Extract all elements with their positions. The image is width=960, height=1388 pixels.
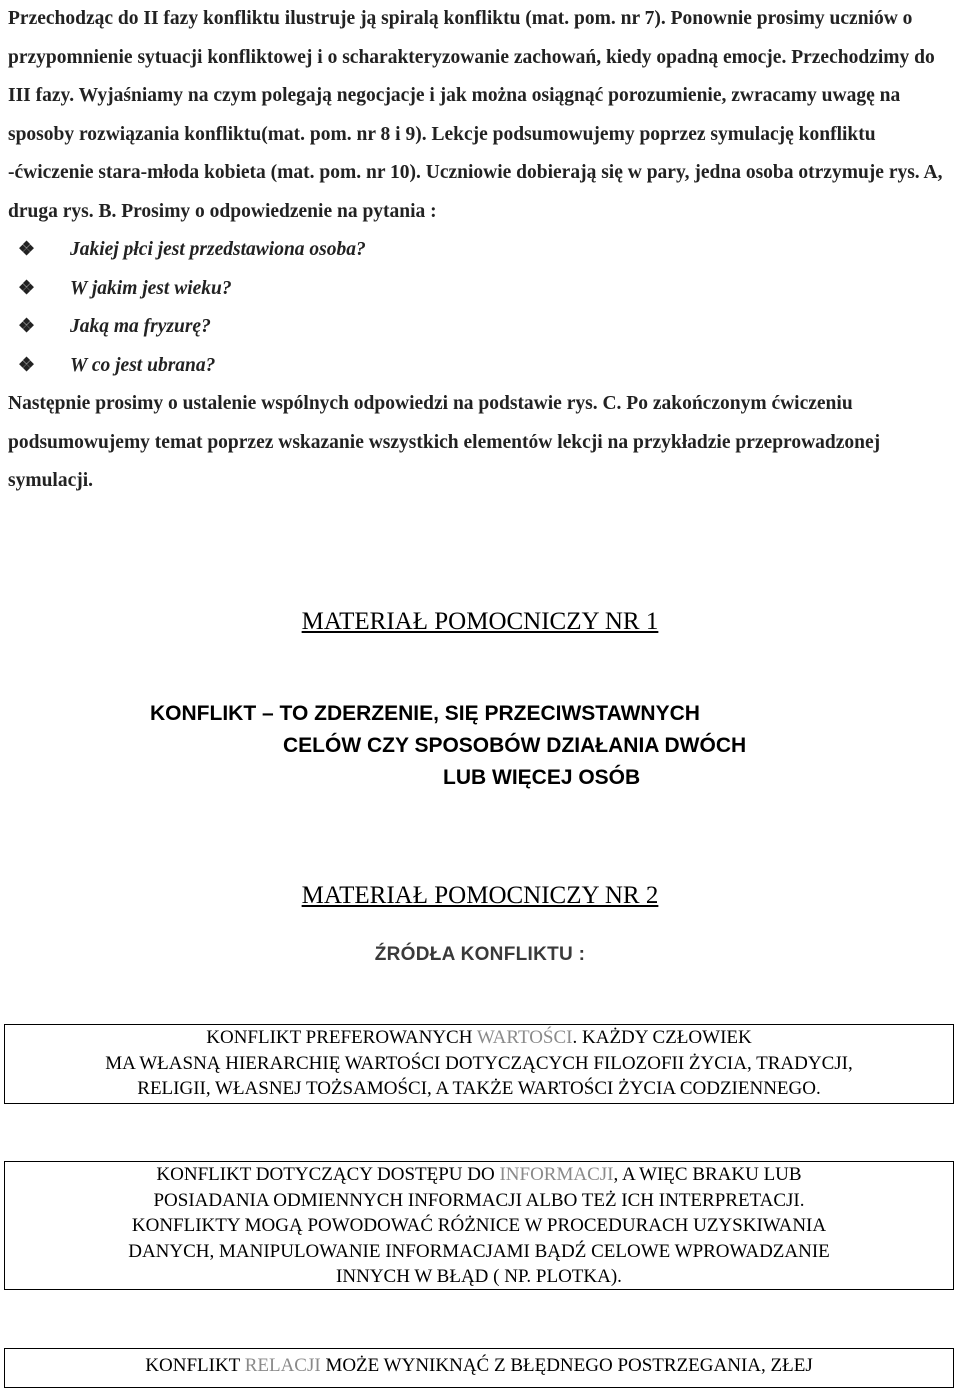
conflict-sources-title: ŹRÓDŁA KONFLIKTU : [374,944,586,965]
box-line-4: DANYCH, MANIPULOWANIE INFORMACJAMI BĄDŹ CELOWE WPROWADZANIE [128,1240,830,1262]
question-text: W jakim jest wieku? [70,277,232,299]
box-text: , A WIĘC BRAKU LUB [613,1164,802,1185]
material-1-title: MATERIAŁ POMOCNICZY NR 1 [301,608,659,635]
box-text: KONFLIKT [145,1355,245,1376]
list-item [8,308,956,347]
box-text: MOŻE WYNIKNĄĆ Z BŁĘDNEGO POSTRZEGANIA, ZŁEJ [320,1355,813,1376]
box-line-1 [5,1025,953,1051]
box-line-2: POSIADANIA ODMIENNYCH INFORMACJI ALBO TEŻ ICH INTERPRETACJI. [153,1189,805,1211]
box-line-5: INNYCH W BŁĄD ( NP. PLOTKA). [336,1266,622,1287]
definition-line-3: LUB WIĘCEJ OSÓB [443,766,641,789]
highlighted-term: WARTOŚCI [476,1027,573,1048]
diamond-bullet-icon: ❖ [18,277,36,299]
definition-line-2: CELÓW CZY SPOSOBÓW DZIAŁANIA DWÓCH [283,734,747,757]
conflict-definition [150,698,850,794]
information-conflict-box [4,1161,954,1290]
diamond-bullet-icon: ❖ [18,316,36,337]
box-line-1 [5,1353,953,1379]
diamond-bullet-icon: ❖ [18,239,36,260]
question-list [8,231,956,385]
box-line-1 [5,1162,953,1188]
box-line-2: MA WŁASNĄ HIERARCHIĘ WARTOŚCI DOTYCZĄCYCH FILOZOFII ŻYCIA, TRADYCJI, [105,1052,853,1074]
box-text: . KAŻDY CZŁOWIEK [572,1027,752,1048]
highlighted-term: INFORMACJI [499,1164,614,1185]
diamond-bullet-icon: ❖ [18,354,36,376]
question-text: Jakiej płci jest przedstawiona osoba? [70,239,366,260]
intro-paragraph-1: Przechodząc do II fazy konfliktu ilustruje ją spiralą konfliktu (mat. pom. nr 7). Ponownie prosimy uczniów o przypomnienie sytuacji konfliktowej i o scharakteryzowanie zachowań, kiedy opadną emocje. Przechodzimy do III fazy. Wyjaśniamy na czym polegają negocjacje i jak można osiągnąć porozumienie, zwracamy uwagę na sposoby rozwiązania konfliktu(mat. pom. nr 8 i 9). Lekcje podsumowujemy poprzez symulację konfliktu -ćwiczenie stara-młoda kobieta (mat. pom. nr 10). Uczniowie dobierają się w pary, jedna osoba otrzymuje rys. A, druga rys. B. Prosimy o odpowiedzenie na pytania : [8,8,943,222]
intro-section [8,0,956,501]
list-item [8,270,956,309]
question-text: Jaką ma fryzurę? [70,316,211,337]
box-line-3: KONFLIKTY MOGĄ POWODOWAĆ RÓŻNICE W PROCEDURACH UZYSKIWANIA [131,1215,827,1236]
definition-line-1: KONFLIKT – TO ZDERZENIE, SIĘ PRZECIWSTAWNYCH [150,702,700,725]
list-item [8,347,956,386]
box-text: KONFLIKT DOTYCZĄCY DOSTĘPU DO [156,1164,500,1185]
relations-conflict-box [4,1348,954,1388]
intro-paragraph-2: Następnie prosimy o ustalenie wspólnych odpowiedzi na podstawie rys. C. Po zakończonym ćwiczeniu podsumowujemy temat poprzez wskazanie wszystkich elementów lekcji na przykładzie przeprowadzonej symulacji. [8,393,881,491]
box-line-3: RELIGII, WŁASNEJ TOŻSAMOŚCI, A TAKŻE WARTOŚCI ŻYCIA CODZIENNEGO. [137,1078,821,1099]
values-conflict-box [4,1024,954,1104]
material-2-title: MATERIAŁ POMOCNICZY NR 2 [301,882,659,909]
box-text: KONFLIKT PREFEROWANYCH [206,1027,477,1048]
list-item [8,231,956,270]
highlighted-term: RELACJI [244,1355,321,1376]
question-text: W co jest ubrana? [70,354,216,376]
